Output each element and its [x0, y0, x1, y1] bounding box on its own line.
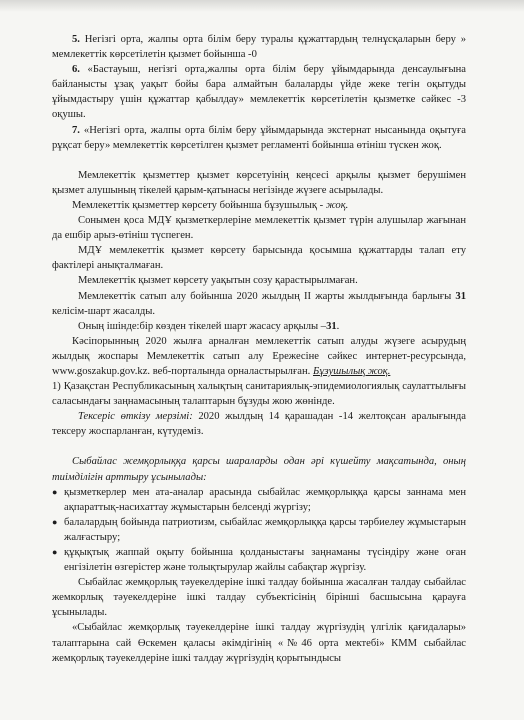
list-item: [52, 515, 466, 545]
list-item-text: балалардың бойында патриотизм, сыбайлас жемқорлыққа қарсы тәрбиелеу жұмыстарын жалғастыру;: [64, 516, 466, 543]
bullet-icon: ●: [52, 486, 58, 497]
item-6-text: «Бастауыш, негізгі орта,жалпы орта білім беру ұйымдарында денсаулығына байланысты ұзақ уақыт бойы бара алмайтын балаларды үйде жеке тегін оқытуды ұйымдастыру үшін құжаттар қабылдау» мемлекеттік көрсетілетін қызметке сәйкес -3 оқушы.: [52, 64, 466, 121]
spacer: [52, 153, 466, 168]
paragraph-direct-contracts: [52, 319, 466, 334]
item-5-number: 5.: [72, 34, 80, 45]
list-item: [52, 485, 466, 515]
violations-text: Мемлекеттік қызметтер көрсету бойынша бұзушылық -: [72, 199, 326, 211]
violations-none: жоқ.: [325, 199, 349, 211]
inspection-text: 2020 жылдың 14 қарашадан -14 желтоқсан аралығында тексеру жоспарланған, күтудеміз.: [52, 411, 466, 438]
list-item: [52, 545, 466, 575]
bullet-icon: ●: [52, 516, 58, 527]
list-item-text: қызметкерлер мен ата-аналар арасында сыбайлас жемқорлыққа қарсы заннама мен ақпараттық-насихаттау жұмыстарын белсенді жүргізу;: [64, 486, 466, 513]
paragraph-consultation: Мемлекеттік қызметтер қызмет көрсетуінің кеңсесі арқылы қызмет берушімен қызмет алушының тікелей қарым-қатынасы негізінде жүзеге асырылады.: [52, 169, 466, 196]
item-7-number: 7.: [72, 124, 80, 136]
item-5: [52, 32, 466, 62]
purchases-text-2: келісім-шарт жасалды.: [52, 305, 156, 317]
spacer: [52, 439, 466, 454]
paragraph-purchases: [52, 289, 466, 319]
purchases-text-1: Мемлекеттік сатып алу бойынша 2020 жылдың II жарты жылдығында барлығы: [78, 290, 456, 302]
paragraph-sanitary: 1) Қазақстан Республикасының халықтың санитариялық-эпидемиологиялық саулаттылығы саласындағы заңнамасының талаптарын бұзуды жою жөнінде.: [52, 381, 466, 408]
direct-end: .: [336, 320, 340, 332]
bullet-icon: ●: [52, 547, 58, 557]
paragraph-complaints: Сонымен қоса МДҰ қызметкерлеріне мемлекеттік қызмет түрін алушылар жағынан да ешбір арыз-өтініш түспеген.: [52, 215, 466, 242]
item-7-text: «Негізгі орта, жалпы орта білім беру ұйымдарында экстернат нысанында оқытуға рұқсат беру» мемлекеттік көрсетілген қызмет регламенті бойынша өтініш түскен жоқ.: [52, 124, 466, 151]
direct-text: Оның ішінде:бір көзден тікелей шарт жасасу арқылы –: [78, 320, 327, 332]
paragraph-inspection: [52, 409, 466, 439]
anticorruption-heading: Сыбайлас жемқорлыққа қарсы шараларды одан әрі күшейту мақсатында, оның тиімділігін арттыру ұсынылады:: [52, 456, 466, 483]
item-5-text: Негізгі орта, жалпы орта білім беру туралы құжаттардың телнұсқаларын беру » мемлекеттік көрсетілетін қызмет бойынша -0: [52, 34, 466, 61]
direct-count: 31: [326, 320, 337, 332]
paragraph-conclusion: «Сыбайлас жемқорлық тәуекелдеріне ішкі талдау жүргізудің үлгілік қағидалары» талаптарына сай Өскемен қаласы әкімдігінің «№46 орта мектебі» КММ сыбайлас жемқорлық тәуекелдеріне ішкі талдау жүргізудің қорытындысы: [52, 622, 466, 664]
paragraph-procurement-plan: [52, 334, 466, 379]
item-6-number: 6.: [72, 64, 80, 76]
item-6: [52, 62, 466, 122]
item-7: [52, 123, 466, 153]
plan-text: Кәсіпорынның 2020 жылға арналған мемлекеттік сатып алуды жүзеге асырудың жылдық жоспары Мемлекеттік сатып алу Ережесіне сәйкес интернет-ресурсында, www.goszakup.gov.kz. веб-порталында орналастырылған.: [52, 335, 466, 377]
paragraph-delay: Мемлекеттік қызмет көрсету уақытын созу қарастырылмаған.: [78, 275, 358, 287]
purchases-count: 31: [455, 290, 466, 302]
inspection-label: Тексеріс өткізу мерзімі:: [78, 411, 193, 423]
paragraph-risk-analysis: Сыбайлас жемқорлық тәуекелдеріне ішкі талдау бойынша жасалған талдау сыбайлас жемкорлық тәуекелдеріне ішкі талдау субъектісінің бірінші басшысына қарауға ұсынылады.: [52, 577, 466, 619]
paragraph-violations: [52, 198, 466, 213]
list-item-text: құқықтық жаппай оқыту бойынша қолданыстағы заңнаманы түсіндіру және оған енгізілетін өзгерістер және толықтырулар жайлы сабақтар жүргізу.: [64, 547, 466, 574]
plan-no-violation: Бұзушылық жоқ.: [312, 365, 391, 377]
paragraph-extra-docs: МДҰ мемлекеттік қызмет көрсету барысында қосымша құжаттарды талап ету фактілері анықталмаған.: [52, 245, 466, 272]
